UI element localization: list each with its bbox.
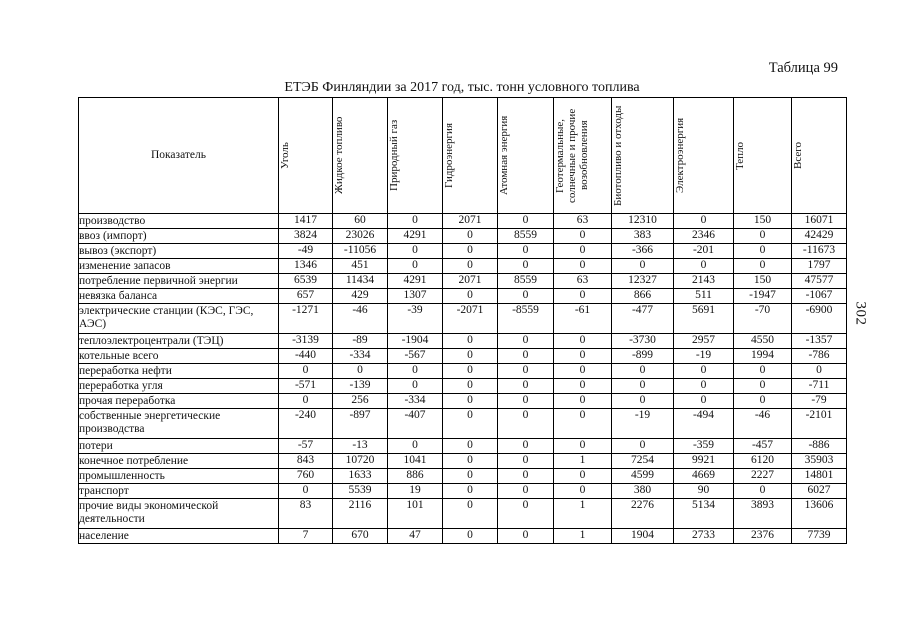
header-row [79,98,847,214]
cell-value: 0 [612,394,674,409]
cell-value: 511 [674,289,734,304]
cell-value: 6539 [279,274,333,289]
cell-value: -6900 [792,304,847,334]
cell-value: 4550 [734,334,792,349]
row-label: потребление первичной энергии [79,274,279,289]
cell-value: 11434 [333,274,388,289]
cell-value: -11056 [333,244,388,259]
table-row [79,334,847,349]
cell-value: 4669 [674,469,734,484]
row-label: невязка баланса [79,289,279,304]
cell-value: -407 [388,409,443,439]
row-label: изменение запасов [79,259,279,274]
cell-value: 0 [554,334,612,349]
cell-value: -49 [279,244,333,259]
table-body [79,214,847,544]
cell-value: -39 [388,304,443,334]
cell-value: 0 [734,379,792,394]
cell-value: 1904 [612,529,674,544]
cell-value: 47577 [792,274,847,289]
cell-value: 0 [388,214,443,229]
cell-value: 886 [388,469,443,484]
cell-value: 0 [443,439,498,454]
column-header-heat: Тепло [734,98,792,214]
cell-value: 1633 [333,469,388,484]
cell-value: 8559 [498,274,554,289]
cell-value: -1357 [792,334,847,349]
cell-value: 90 [674,484,734,499]
row-label: переработка нефти [79,364,279,379]
cell-value: 7 [279,529,333,544]
cell-value: 256 [333,394,388,409]
cell-value: -139 [333,379,388,394]
cell-value: 8559 [498,229,554,244]
cell-value: 1994 [734,349,792,364]
column-header-nuclear: Атомная энергия [498,98,554,214]
cell-value: 0 [554,244,612,259]
cell-value: -70 [734,304,792,334]
cell-value: 1041 [388,454,443,469]
cell-value: 1346 [279,259,333,274]
table-row [79,304,847,334]
cell-value: 0 [734,259,792,274]
cell-value: -201 [674,244,734,259]
cell-value: -19 [612,409,674,439]
cell-value: 7254 [612,454,674,469]
cell-value: 6027 [792,484,847,499]
cell-value: -897 [333,409,388,439]
column-header-renewables: Геотермальные, солнечные и прочие возобновления [554,98,612,214]
cell-value: 150 [734,274,792,289]
cell-value: 10720 [333,454,388,469]
cell-value: 13606 [792,499,847,529]
cell-value: -46 [333,304,388,334]
cell-value: 0 [734,394,792,409]
table-row [79,244,847,259]
cell-value: -79 [792,394,847,409]
cell-value: 0 [443,229,498,244]
cell-value: 0 [554,394,612,409]
cell-value: -2101 [792,409,847,439]
cell-value: 0 [498,394,554,409]
cell-value: 0 [498,259,554,274]
cell-value: -89 [333,334,388,349]
indicator-header: Показатель [79,98,279,214]
cell-value: 0 [498,214,554,229]
cell-value: 2116 [333,499,388,529]
cell-value: 4291 [388,229,443,244]
cell-value: -457 [734,439,792,454]
cell-value: 0 [734,229,792,244]
cell-value: 35903 [792,454,847,469]
cell-value: 4291 [388,274,443,289]
cell-value: 0 [498,484,554,499]
cell-value: 0 [443,244,498,259]
cell-value: 60 [333,214,388,229]
cell-value: 9921 [674,454,734,469]
cell-value: 0 [554,469,612,484]
cell-value: 0 [443,469,498,484]
table-row [79,364,847,379]
table-row [79,454,847,469]
cell-value: 0 [498,529,554,544]
cell-value: 1 [554,529,612,544]
cell-value: 657 [279,289,333,304]
cell-value: 2227 [734,469,792,484]
cell-value: 1 [554,499,612,529]
cell-value: 0 [498,379,554,394]
cell-value: 0 [333,364,388,379]
row-label: котельные всего [79,349,279,364]
cell-value: 0 [554,259,612,274]
cell-value: 383 [612,229,674,244]
row-label: население [79,529,279,544]
cell-value: 0 [443,349,498,364]
cell-value: 47 [388,529,443,544]
cell-value: 1 [554,454,612,469]
cell-value: 1307 [388,289,443,304]
cell-value: 0 [792,364,847,379]
cell-value: 0 [612,379,674,394]
row-label: ввоз (импорт) [79,229,279,244]
column-header-total: Всего [792,98,847,214]
row-label: промышленность [79,469,279,484]
cell-value: 0 [734,484,792,499]
row-label: переработка угля [79,379,279,394]
cell-value: 0 [443,499,498,529]
cell-value: 2071 [443,214,498,229]
cell-value: 83 [279,499,333,529]
cell-value: -3139 [279,334,333,349]
cell-value: 0 [443,259,498,274]
row-label: производство [79,214,279,229]
cell-value: -786 [792,349,847,364]
column-header-coal: Уголь [279,98,333,214]
cell-value: 0 [498,439,554,454]
cell-value: -366 [612,244,674,259]
cell-value: 0 [674,364,734,379]
table-number-label: Таблица 99 [768,60,838,76]
cell-value: 0 [388,439,443,454]
cell-value: 0 [279,364,333,379]
cell-value: -567 [388,349,443,364]
row-label: вывоз (экспорт) [79,244,279,259]
cell-value: 0 [443,289,498,304]
cell-value: 0 [612,259,674,274]
cell-value: 0 [443,409,498,439]
cell-value: 0 [554,289,612,304]
cell-value: 42429 [792,229,847,244]
cell-value: 760 [279,469,333,484]
column-header-biofuel: Биотопливо и отходы [612,98,674,214]
cell-value: -571 [279,379,333,394]
cell-value: 0 [734,244,792,259]
table-row [79,229,847,244]
row-label: электрические станции (КЭС, ГЭС, АЭС) [79,304,279,334]
cell-value: 866 [612,289,674,304]
cell-value: -1271 [279,304,333,334]
table-row [79,349,847,364]
cell-value: 14801 [792,469,847,484]
cell-value: -46 [734,409,792,439]
energy-balance-table [78,97,847,544]
column-header-natural-gas: Природный газ [388,98,443,214]
cell-value: 150 [734,214,792,229]
cell-value: 0 [443,394,498,409]
cell-value: 2071 [443,274,498,289]
cell-value: -2071 [443,304,498,334]
cell-value: 0 [498,334,554,349]
cell-value: 0 [388,259,443,274]
cell-value: 0 [443,379,498,394]
table-row [79,484,847,499]
cell-value: 843 [279,454,333,469]
cell-value: -240 [279,409,333,439]
cell-value: 0 [554,364,612,379]
cell-value: 0 [498,499,554,529]
cell-value: 0 [498,364,554,379]
cell-value: -711 [792,379,847,394]
cell-value: 7739 [792,529,847,544]
cell-value: -1947 [734,289,792,304]
table-row [79,214,847,229]
cell-value: 2276 [612,499,674,529]
cell-value: 0 [443,454,498,469]
cell-value: 0 [443,529,498,544]
cell-value: 19 [388,484,443,499]
cell-value: 0 [674,379,734,394]
cell-value: -13 [333,439,388,454]
table-row [79,379,847,394]
table-row [79,409,847,439]
page-number: 302 [852,301,869,326]
table-row [79,274,847,289]
cell-value: 0 [443,364,498,379]
cell-value: 2957 [674,334,734,349]
cell-value: 23026 [333,229,388,244]
cell-value: 3893 [734,499,792,529]
table-row [79,499,847,529]
cell-value: 0 [674,259,734,274]
cell-value: -3730 [612,334,674,349]
column-header-electricity: Электроэнергия [674,98,734,214]
cell-value: -334 [333,349,388,364]
cell-value: -19 [674,349,734,364]
cell-value: 3824 [279,229,333,244]
cell-value: 2143 [674,274,734,289]
column-header-liquid-fuel: Жидкое топливо [333,98,388,214]
cell-value: 0 [498,454,554,469]
cell-value: -899 [612,349,674,364]
row-label: транспорт [79,484,279,499]
cell-value: -8559 [498,304,554,334]
cell-value: 0 [498,349,554,364]
cell-value: 380 [612,484,674,499]
cell-value: 0 [443,334,498,349]
cell-value: 12327 [612,274,674,289]
cell-value: 5691 [674,304,734,334]
cell-value: -11673 [792,244,847,259]
cell-value: 0 [554,409,612,439]
row-label: конечное потребление [79,454,279,469]
cell-value: 6120 [734,454,792,469]
table-row [79,394,847,409]
cell-value: 0 [554,349,612,364]
cell-value: -477 [612,304,674,334]
table-row [79,529,847,544]
row-label: собственные энергетические производства [79,409,279,439]
row-label: прочая переработка [79,394,279,409]
cell-value: 2346 [674,229,734,244]
cell-value: 101 [388,499,443,529]
cell-value: 0 [498,289,554,304]
cell-value: 63 [554,274,612,289]
cell-value: 1797 [792,259,847,274]
row-label: прочие виды экономической деятельности [79,499,279,529]
cell-value: 0 [498,244,554,259]
cell-value: -440 [279,349,333,364]
cell-value: 16071 [792,214,847,229]
row-label: теплоэлектроцентрали (ТЭЦ) [79,334,279,349]
cell-value: 5134 [674,499,734,529]
column-header-hydro: Гидроэнергия [443,98,498,214]
cell-value: 0 [388,379,443,394]
cell-value: 0 [498,469,554,484]
table-row [79,469,847,484]
cell-value: -359 [674,439,734,454]
cell-value: 0 [279,484,333,499]
cell-value: 1417 [279,214,333,229]
table-caption: ЕТЭБ Финляндии за 2017 год, тыс. тонн условного топлива [284,80,640,95]
cell-value: -494 [674,409,734,439]
table-row [79,259,847,274]
cell-value: 0 [674,394,734,409]
cell-value: -886 [792,439,847,454]
cell-value: 12310 [612,214,674,229]
cell-value: 2376 [734,529,792,544]
cell-value: -57 [279,439,333,454]
cell-value: 0 [554,379,612,394]
row-label: потери [79,439,279,454]
cell-value: 0 [734,364,792,379]
cell-value: -1904 [388,334,443,349]
cell-value: 0 [554,484,612,499]
cell-value: 429 [333,289,388,304]
cell-value: -61 [554,304,612,334]
table-row [79,439,847,454]
cell-value: 670 [333,529,388,544]
cell-value: 0 [612,439,674,454]
cell-value: 63 [554,214,612,229]
cell-value: -334 [388,394,443,409]
cell-value: 0 [674,214,734,229]
table-row [79,289,847,304]
cell-value: 0 [388,244,443,259]
cell-value: 5539 [333,484,388,499]
cell-value: 0 [612,364,674,379]
cell-value: 2733 [674,529,734,544]
cell-value: 0 [279,394,333,409]
cell-value: 0 [498,409,554,439]
cell-value: 0 [554,439,612,454]
cell-value: 4599 [612,469,674,484]
cell-value: 0 [443,484,498,499]
cell-value: 451 [333,259,388,274]
cell-value: 0 [554,229,612,244]
cell-value: -1067 [792,289,847,304]
cell-value: 0 [388,364,443,379]
